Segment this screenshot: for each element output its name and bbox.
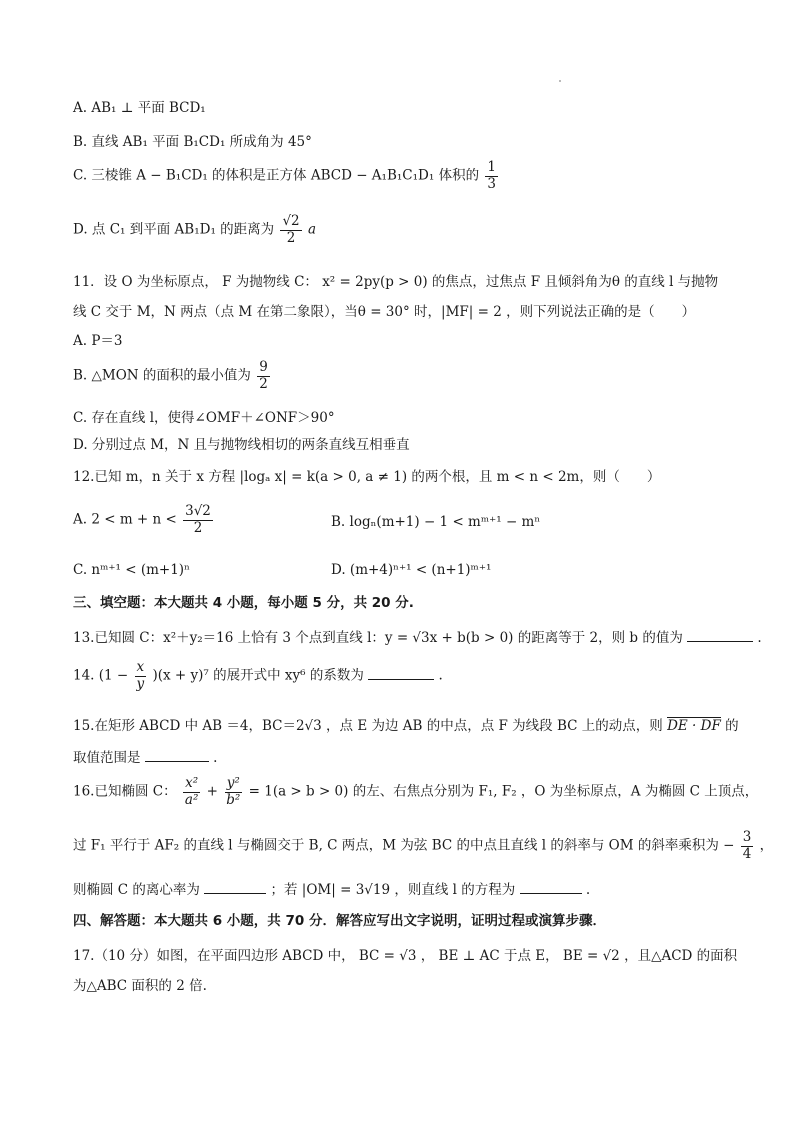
q16-line3-b: ；若 |OM| = 3√19 ，则直线 l 的方程为: [270, 882, 516, 898]
fraction-numerator: x: [136, 659, 145, 675]
q16-line2-fraction: [741, 830, 754, 862]
q13-end: .: [757, 630, 762, 646]
q17-line1: 17.（10 分）如图，在平面四边形 ABCD 中， BC = √3 ， BE ⊥ AC 于点 E， BE = √2 ，且△ACD 的面积: [73, 948, 738, 964]
q14-paren-b: )(x + y)⁷ 的展开式中 xy⁶ 的系数为: [152, 667, 364, 684]
fraction-numerator: 3√2: [185, 503, 211, 519]
q16-fraction-x: [183, 776, 200, 808]
q12-option-a-fraction: [183, 504, 213, 536]
q15-vectors: DE · DF: [667, 718, 721, 734]
q10-option-d: [73, 214, 316, 246]
fraction-numerator: x²: [185, 775, 199, 791]
q11-option-c: C. 存在直线 l，使得∠OMF＋∠ONF＞90°: [73, 410, 335, 426]
q14-paren-a: (1 −: [98, 667, 129, 684]
fraction-denominator: y: [136, 675, 145, 692]
q16-line1-rest: = 1(a > b > 0) 的左、右焦点分别为 F₁, F₂ ，O 为坐标原点，A 为椭圆 C 上顶点，: [248, 783, 759, 800]
q14-fraction: [135, 660, 147, 692]
fraction-denominator: 3: [487, 175, 496, 192]
q15-line2: [73, 748, 217, 767]
q13-answer-blank: [687, 628, 753, 642]
q11-option-b-fraction: [257, 360, 270, 392]
q14-end: .: [438, 667, 443, 684]
q15-text: 15.在矩形 ABCD 中 AB ＝4，BC＝2√3 ，点 E 为边 AB 的中点，点 F 为线段 BC 上的动点，则: [73, 718, 663, 734]
q13-text: 13.已知圆 C：x²＋y₂＝16 上恰有 3 个点到直线 l：y = √3x + b(b > 0) 的距离等于 2，则 b 的值为: [73, 630, 683, 646]
q14-label: 14.: [73, 667, 95, 684]
q10-option-c-fraction: [485, 160, 498, 192]
q11-option-b: [73, 360, 272, 392]
scan-speck: [559, 80, 561, 82]
fraction-numerator: y²: [226, 775, 240, 791]
q16-line2: [73, 830, 773, 862]
fraction-numerator: √2: [282, 213, 300, 229]
q16-plus: +: [206, 783, 218, 800]
q16-line-equation-blank: [520, 880, 582, 894]
fraction-denominator: 2: [259, 375, 268, 392]
q15-line1-end: 的: [725, 718, 739, 734]
fraction-denominator: 2: [193, 519, 203, 536]
fraction-denominator: b²: [226, 791, 241, 808]
q10-option-d-text: D. 点 C₁ 到平面 AB₁D₁ 的距离为: [73, 221, 275, 238]
fraction-denominator: 2: [286, 229, 296, 246]
q16-line3-end: .: [585, 882, 591, 898]
section-4-heading: 四、解答题：本大题共 6 小题，共 70 分．解答应写出文字说明，证明过程或演算步骤．: [73, 913, 606, 929]
q11-option-a: A. P＝3: [73, 333, 123, 349]
q16-line3-a: 则椭圆 C 的离心率为: [73, 882, 200, 898]
q12-option-a-text: A. 2 < m + n <: [73, 511, 177, 528]
q11-stem-line1: 11．设 O 为坐标原点， F 为抛物线 C： x² = 2py(p > 0) 的焦点，过焦点 F 且倾斜角为θ 的直线 l 与抛物: [73, 274, 719, 290]
fraction-numerator: 3: [742, 829, 752, 845]
q16-line2-end: ，: [759, 837, 774, 854]
q14-answer-blank: [368, 666, 434, 680]
fraction-denominator: 4: [742, 845, 752, 862]
q10-option-c: [73, 160, 500, 192]
q16-fraction-y: [224, 776, 242, 808]
q16-line1: [73, 776, 758, 808]
q10-option-a: A. AB₁ ⊥ 平面 BCD₁: [73, 100, 206, 116]
q11-stem-line2: 线 C 交于 M，N 两点（点 M 在第二象限），当θ = 30° 时，|MF| = 2 ，则下列说法正确的是（ ）: [73, 304, 696, 320]
q14: [73, 660, 443, 692]
q12-option-a: [73, 504, 215, 536]
q16-eccentricity-blank: [204, 880, 266, 894]
q17-line2: 为△ABC 面积的 2 倍.: [73, 978, 207, 994]
q15-answer-blank: [145, 748, 209, 762]
q12-option-d: D. (m+4)ⁿ⁺¹ < (n+1)ᵐ⁺¹: [331, 562, 492, 578]
q11-option-b-text: B. △MON 的面积的最小值为: [73, 367, 251, 384]
q12-option-c: C. nᵐ⁺¹ < (m+1)ⁿ: [73, 562, 190, 578]
q15-line2-text: 取值范围是: [73, 750, 141, 766]
q10-option-d-tail: a: [307, 221, 317, 238]
q12-option-b: B. logₙ(m+1) − 1 < mᵐ⁺¹ − mⁿ: [331, 514, 541, 530]
q16-lead: 16.已知椭圆 C：: [73, 783, 177, 800]
q10-option-c-text: C. 三棱锥 A − B₁CD₁ 的体积是正方体 ABCD − A₁B₁C₁D₁ 体积的: [73, 167, 480, 184]
fraction-denominator: a²: [184, 791, 199, 808]
fraction-numerator: 1: [487, 159, 496, 175]
q12-stem: 12.已知 m，n 关于 x 方程 |logₐ x| = k(a > 0, a ≠ 1) 的两个根，且 m < n < 2m，则（ ）: [73, 469, 661, 485]
q15-end: .: [213, 750, 218, 766]
q16-line2-text: 过 F₁ 平行于 AF₂ 的直线 l 与椭圆交于 B, C 两点，M 为弦 BC 的中点且直线 l 的斜率与 OM 的斜率乘积为 −: [73, 837, 735, 854]
q10-option-b: B. 直线 AB₁ 平面 B₁CD₁ 所成角为 45°: [73, 134, 312, 150]
q16-line3: [73, 880, 590, 899]
q13: [73, 628, 762, 647]
section-3-heading: 三、填空题：本大题共 4 小题，每小题 5 分，共 20 分.: [73, 595, 414, 611]
q11-option-d: D. 分别过点 M，N 且与抛物线相切的两条直线互相垂直: [73, 437, 410, 453]
q10-option-d-fraction: [280, 214, 301, 246]
q15-line1: [73, 718, 739, 735]
fraction-numerator: 9: [259, 359, 268, 375]
